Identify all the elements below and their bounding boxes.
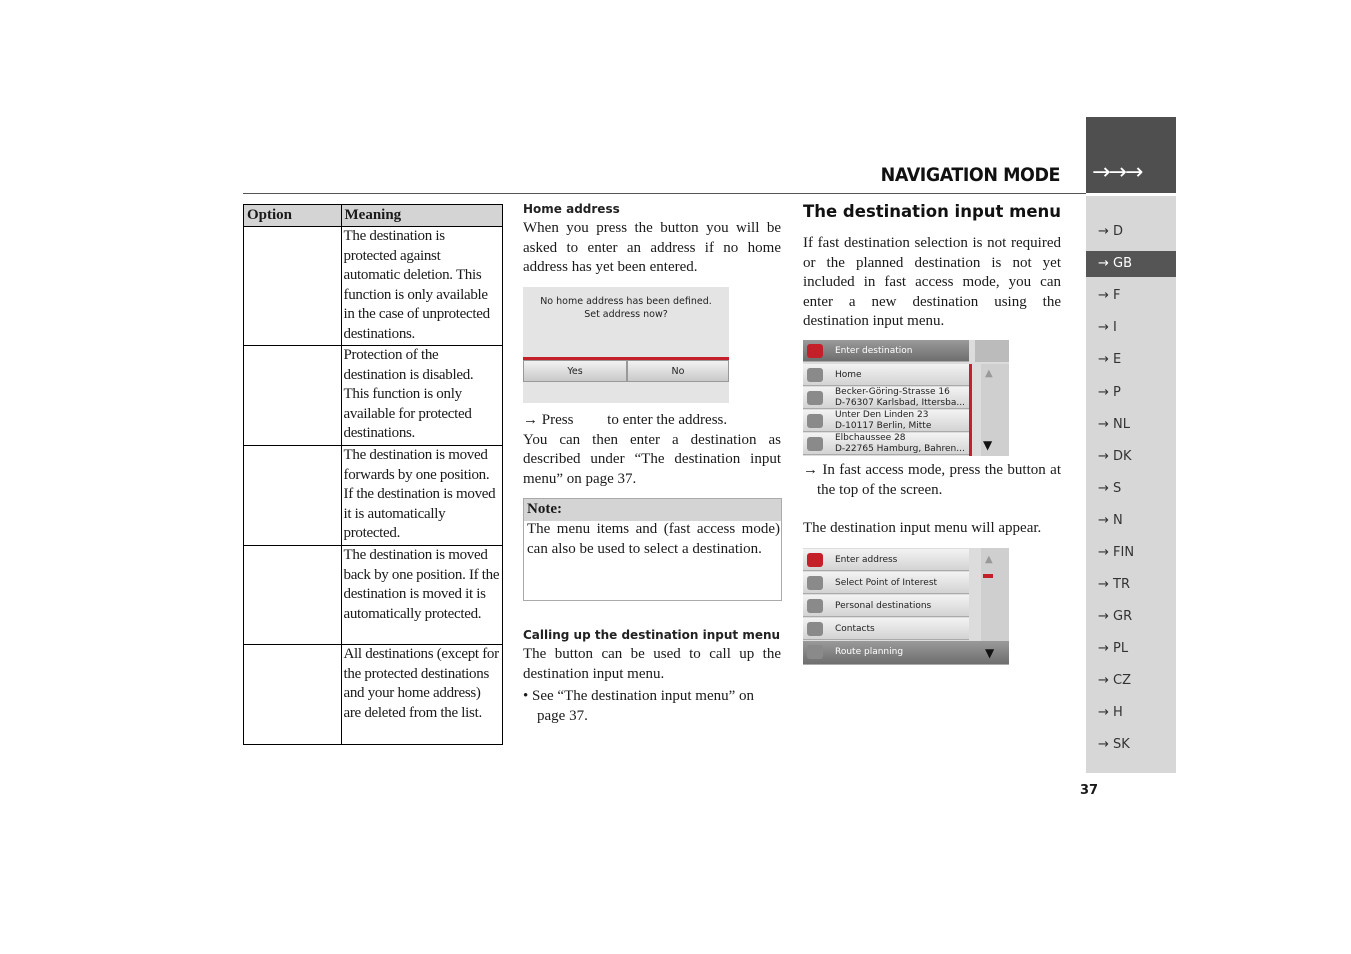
yes-button[interactable]: Yes — [523, 360, 627, 382]
table-header-row — [244, 205, 503, 227]
header-rule — [243, 193, 1086, 194]
lang-tr[interactable]: → TR — [1098, 577, 1130, 592]
dialog-message-line2: Set address now? — [584, 309, 668, 320]
table-row — [244, 645, 503, 745]
calling-paragraph: The button can be used to call up the destination input menu. — [523, 646, 781, 682]
continue-arrows: →→→ — [1092, 160, 1142, 185]
column-header-meaning: Meaning — [341, 205, 503, 227]
scroll-down-icon[interactable]: ▼ — [983, 438, 993, 452]
lang-gr[interactable]: → GR — [1098, 609, 1133, 624]
table-row — [244, 546, 503, 645]
lang-s[interactable]: → S — [1098, 481, 1122, 496]
lang-pl[interactable]: → PL — [1098, 641, 1129, 656]
page-number: 37 — [1080, 783, 1099, 798]
options-table — [243, 204, 503, 745]
meaning-cell: The destination is moved forwards by one position. If the destination is moved it is automatically protected. — [341, 446, 503, 546]
list-item[interactable]: Home — [803, 364, 969, 386]
home-address-paragraph: When you press the button you will be asked to enter an address if no home address has yet been entered. — [523, 220, 781, 275]
no-button[interactable]: No — [627, 360, 729, 382]
menu-personal-destinations[interactable]: Personal destinations — [803, 595, 969, 617]
lang-nl[interactable]: → NL — [1098, 417, 1130, 432]
dialog-message — [523, 295, 729, 321]
poi-icon — [807, 576, 823, 590]
navigation-icon — [807, 344, 823, 358]
destination-input-screen — [803, 548, 1009, 665]
route-icon — [807, 645, 823, 659]
meaning-cell: Protection of the destination is disabled. This function is only available for protected destinations. — [341, 346, 503, 446]
option-cell — [244, 446, 342, 546]
meaning-cell: The destination is protected against automatic deletion. This function is only available in the case of unprotected destinations. — [341, 227, 503, 346]
scroll-down-icon[interactable]: ▼ — [985, 646, 995, 660]
fast-access-instruction: → In fast access mode, press the button at the top of the screen. — [803, 462, 1061, 498]
meaning-cell: All destinations (except for the protected destinations and your home address) are deleted from the list. — [341, 645, 503, 745]
scroll-up-icon[interactable]: ▲ — [985, 368, 993, 379]
destination-icon — [807, 391, 823, 405]
list-highlight — [969, 364, 972, 456]
option-cell — [244, 346, 342, 446]
home-icon — [807, 368, 823, 382]
see-reference-bullet: • See “The destination input menu” on page 37. — [523, 688, 755, 724]
menu-appears-text: The destination input menu will appear. — [803, 520, 1042, 536]
page-title: NAVIGATION MODE — [880, 164, 1060, 186]
lang-f[interactable]: → F — [1098, 288, 1121, 303]
note-heading: Note: — [524, 499, 781, 521]
language-index — [1086, 196, 1176, 773]
scroll-up-icon[interactable]: ▲ — [985, 554, 993, 565]
list-item[interactable]: Unter Den Linden 23 D-10117 Berlin, Mitte — [803, 410, 969, 432]
press-step: → Press to enter the address. — [523, 412, 728, 428]
contacts-icon — [807, 622, 823, 636]
lang-i[interactable]: → I — [1098, 320, 1117, 335]
lang-h[interactable]: → H — [1098, 705, 1123, 720]
lang-sk[interactable]: → SK — [1098, 737, 1130, 752]
menu-enter-address[interactable]: Enter address — [803, 549, 969, 571]
option-cell — [244, 227, 342, 346]
lang-n[interactable]: → N — [1098, 513, 1123, 528]
destination-icon — [807, 414, 823, 428]
fast-access-screen — [803, 340, 1009, 456]
list-item[interactable]: Becker-Göring-Strasse 16 D-76307 Karlsbad, Ittersba... — [803, 387, 969, 409]
home-address-dialog — [523, 287, 729, 403]
list-item[interactable]: Elbchaussee 28 D-22765 Hamburg, Bahren... — [803, 433, 969, 455]
lang-dk[interactable]: → DK — [1098, 449, 1132, 464]
lang-d[interactable]: → D — [1098, 224, 1124, 239]
calling-heading: Calling up the destination input menu — [523, 628, 781, 642]
table-row — [244, 346, 503, 446]
press-instruction — [523, 411, 781, 489]
note-box — [523, 498, 782, 601]
home-address-heading: Home address — [523, 202, 620, 216]
scroll-position — [983, 574, 993, 578]
lang-e[interactable]: → E — [1098, 352, 1122, 367]
destination-icon — [807, 437, 823, 451]
personal-destinations-icon — [807, 599, 823, 613]
navigation-icon — [807, 553, 823, 567]
lang-p[interactable]: → P — [1098, 385, 1121, 400]
note-text: The menu items and (fast access mode) can also be used to select a destination. — [527, 521, 780, 557]
press-followup: You can then enter a destination as described under “The destination input menu” on page 37. — [523, 431, 781, 487]
map-icon[interactable] — [975, 340, 1009, 362]
option-cell — [244, 546, 342, 645]
enter-destination-button[interactable]: Enter destination — [803, 340, 969, 362]
destination-menu-heading: The destination input menu — [803, 202, 1062, 221]
menu-select-poi[interactable]: Select Point of Interest — [803, 572, 969, 594]
lang-fin[interactable]: → FIN — [1098, 545, 1135, 560]
menu-route-planning[interactable]: Route planning — [803, 641, 1009, 665]
table-row — [244, 227, 503, 346]
table-row — [244, 446, 503, 546]
dialog-message-line1: No home address has been defined. — [540, 296, 712, 307]
column-header-option: Option — [244, 205, 342, 227]
lang-cz[interactable]: → CZ — [1098, 673, 1132, 688]
menu-contacts[interactable]: Contacts — [803, 618, 969, 640]
option-cell — [244, 645, 342, 745]
lang-gb[interactable]: → GB — [1086, 251, 1176, 277]
meaning-cell: The destination is moved back by one position. If the destination is moved it is automatically protected. — [341, 546, 503, 645]
destination-menu-paragraph: If fast destination selection is not required or the planned destination is not yet included in fast access mode, you can enter a new destination using the destination input menu. — [803, 235, 1061, 329]
